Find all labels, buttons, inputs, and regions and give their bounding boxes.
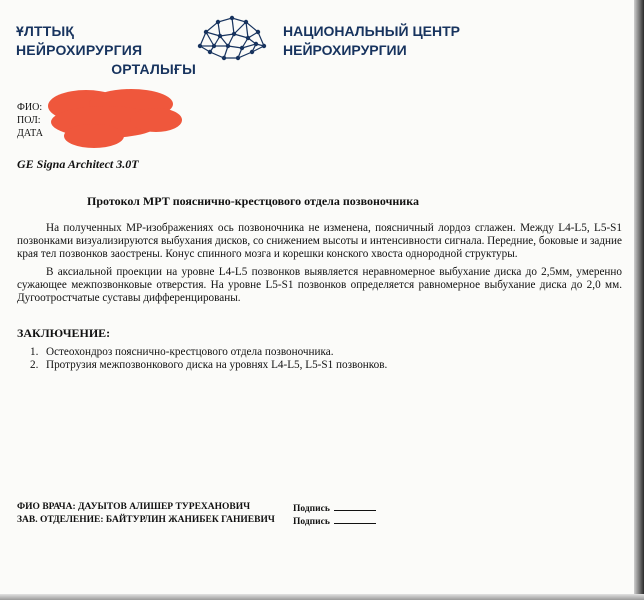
- podpis-label: Подпись: [293, 517, 330, 527]
- page-edge-bottom: [0, 594, 644, 600]
- date-label: ДАТА: [17, 128, 43, 139]
- header-ru: [283, 22, 463, 60]
- report-paragraph-2: В аксиальной проекции на уровне L4-L5 позвонков выявляется неравномерное выбухание диска до 2,5мм, умеренно сужающее межпозвонковые отверстия. На уровне L5-S1 позвонков определяется равномерное выбухание диска до 2,0 мм. Дугоотростчатые суставы дифференцированы.: [17, 266, 622, 304]
- head-podpis: [293, 515, 376, 527]
- protocol-title: Протокол МРТ пояснично-крестцового отдела позвоночника: [87, 194, 419, 208]
- conclusion-list: [30, 346, 387, 372]
- patient-fields: [17, 101, 43, 140]
- conclusion-item: [30, 346, 387, 359]
- report-paragraph-1: На полученных МР-изображениях ось позвоночника не изменена, поясничный лордоз сглажен. Между L4-L5, L5-S1 позвонками визуализируются выбухания дисков, со снижением высоты и интенсивности сигнала. Передние, боковые и задние края тел позвонков заострены. Конус спинного мозга и корешки конского хвоста однородной структуры.: [17, 222, 622, 260]
- device-name: GE Signa Architect 3.0T: [17, 157, 139, 171]
- conclusion-heading: ЗАКЛЮЧЕНИЕ:: [17, 326, 111, 340]
- conclusion-item: [30, 359, 387, 372]
- signature-blank: [334, 515, 376, 524]
- header-ru-line2: НЕЙРОХИРУРГИИ: [283, 42, 407, 58]
- conclusion-item-number: 1.: [30, 346, 39, 358]
- conclusion-item-text: Остеохондроз пояснично-крестцового отдела позвоночника.: [46, 346, 334, 358]
- neural-network-logo-icon: [194, 12, 270, 64]
- doctor-podpis: [293, 502, 376, 514]
- conclusion-item-number: 2.: [30, 359, 39, 371]
- report-body: [17, 222, 622, 310]
- sex-label: ПОЛ:: [17, 115, 41, 126]
- signature-blank: [334, 502, 376, 511]
- header-kz-line1: ҰЛТТЫҚ НЕЙРОХИРУРГИЯ: [16, 23, 143, 58]
- header-kz-line2: ОРТАЛЫҒЫ: [111, 61, 196, 77]
- header-ru-line1: НАЦИОНАЛЬНЫЙ ЦЕНТР: [283, 23, 461, 39]
- doctor-signature-line: ФИО ВРАЧА: ДАУЫТОВ АЛИШЕР ТУРЕХАНОВИЧ: [17, 502, 251, 512]
- podpis-label: Подпись: [293, 504, 330, 514]
- fio-label: ФИО:: [17, 102, 43, 113]
- conclusion-item-text: Протрузия межпозвонкового диска на уровнях L4-L5, L5-S1 позвонков.: [46, 359, 388, 371]
- redaction-mark: [46, 84, 186, 154]
- header-kz: [16, 22, 196, 79]
- head-signature-line: ЗАВ. ОТДЕЛЕНИЕ: БАЙТУРЛИН ЖАНИБЕК ГАНИЕВИЧ: [17, 515, 275, 525]
- page-edge-shadow: [634, 0, 644, 600]
